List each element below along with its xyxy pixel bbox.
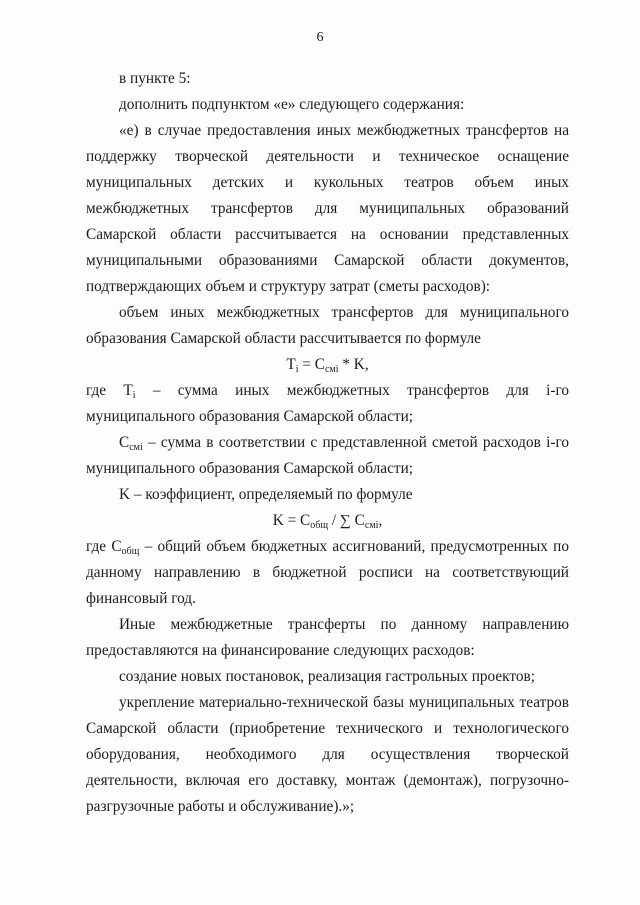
paragraph-volume-calculation: объем иных межбюджетных трансфертов для муниципального образования Самарской области рассчитывается по формуле	[86, 304, 569, 347]
formula-k: $K = C_{общ}$ / ∑ $C_{смi}$,	[272, 512, 383, 531]
paragraph-cobsh-definition: где $C_{общ}$ – общий объем бюджетных ассигнований, предусмотренных по данному направлению в бюджетной росписи на соответствующий финансовый год.	[86, 538, 569, 607]
paragraph-subclause-e: «е) в случае предоставления иных межбюджетных трансфертов на поддержку творческой деятельности и техническое оснащение муниципальных детских и кукольных театров объем иных межбюджетных трансфертов для муниципальных образований Самарской области рассчитывается на основании представленных муниципальными образованиями Самарской области документов, подтверждающих объем и структуру затрат (сметы расходов):	[86, 122, 569, 295]
formula-ti: $T_i = C_{смi} * K$,	[286, 356, 369, 375]
paragraph-k-definition: K – коэффициент, определяемый по формуле	[119, 486, 413, 503]
paragraph-csmi-definition: $C_{смi}$ – сумма в соответствии с представленной сметой расходов i-го муниципального образования Самарской области;	[86, 434, 569, 477]
paragraph-technical-base: укрепление материально-технической базы муниципальных театров Самарской области (приобретение технического и технологического оборудования, необходимого для осуществления творческой деятельности, включая его доставку, монтаж (демонтаж), погрузочно-разгрузочные работы и обслуживание).»;	[86, 694, 569, 815]
paragraph-ti-definition: где $T_i$ – сумма иных межбюджетных трансфертов для i-го муниципального образования Самарской области;	[86, 382, 569, 425]
paragraph-clause-heading: в пункте 5:	[119, 70, 191, 87]
paragraph-transfers-purpose: Иные межбюджетные трансферты по данному направлению предоставляются на финансирование следующих расходов:	[86, 616, 569, 659]
page-number: 6	[316, 30, 324, 45]
paragraph-supplement-instruction: дополнить подпунктом «е» следующего содержания:	[119, 96, 465, 113]
document-body	[86, 66, 569, 820]
paragraph-new-productions: создание новых постановок, реализация гастрольных проектов;	[119, 668, 536, 685]
